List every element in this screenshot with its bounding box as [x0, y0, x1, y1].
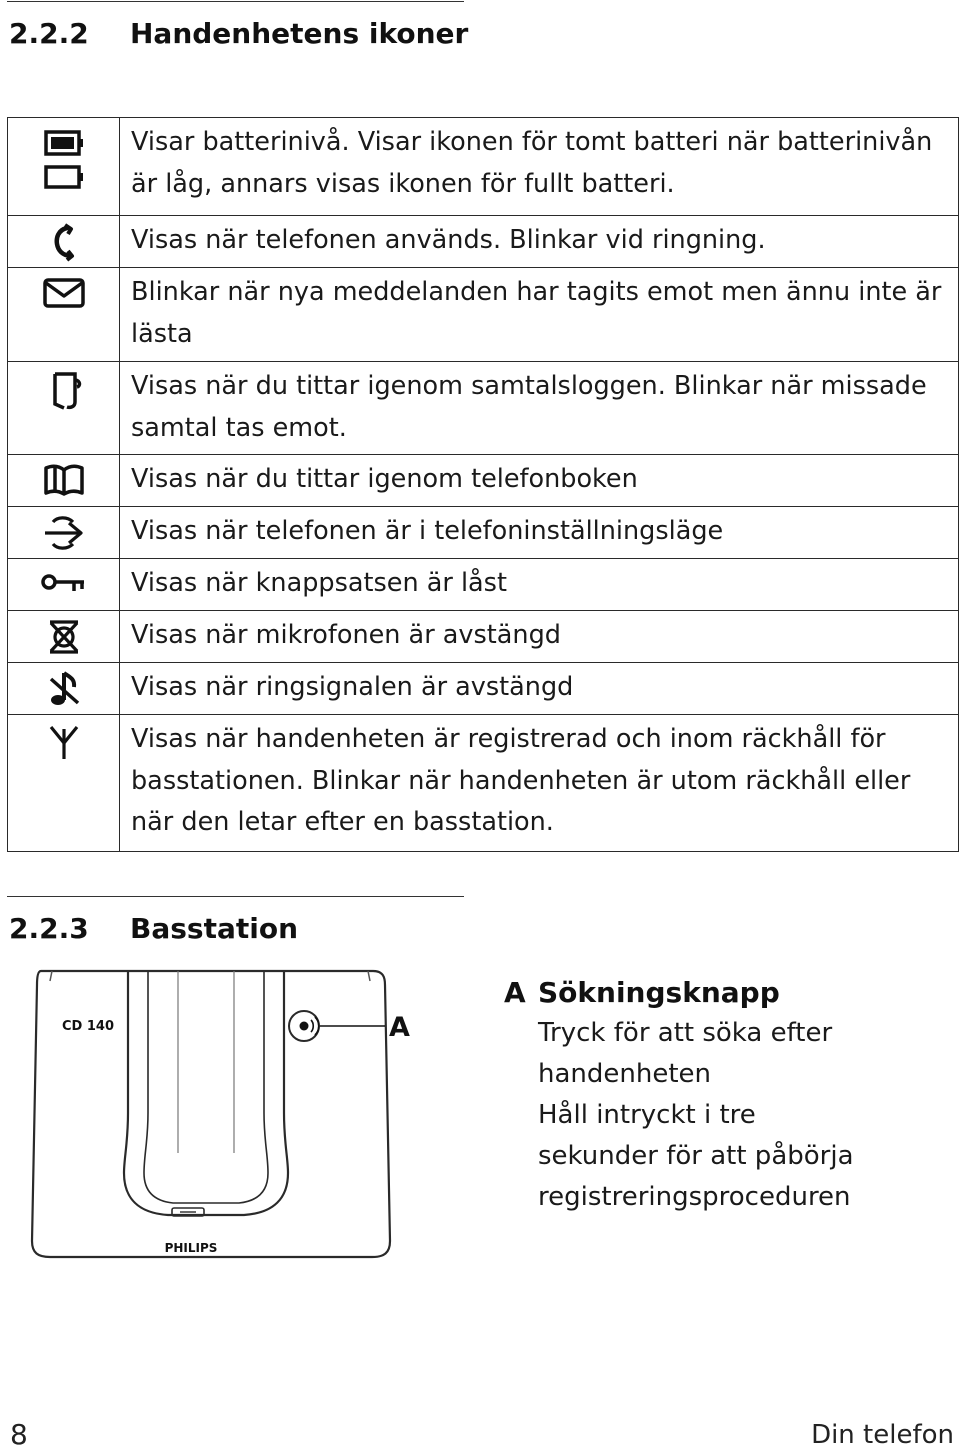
icon-table [7, 117, 959, 852]
mic-off-icon [42, 618, 86, 656]
icon-description: Visas när du tittar igenom telefonboken [120, 455, 959, 507]
table-row [8, 118, 959, 216]
callout-description [504, 973, 944, 1218]
callout-letter: A [504, 976, 526, 1009]
callout-heading-text: Sökningsknapp [538, 976, 780, 1009]
callout-label: A [389, 1012, 410, 1043]
chapter-title: Din telefon [811, 1420, 954, 1450]
icon-cell [8, 216, 120, 268]
section-title: Handenhetens ikoner [130, 17, 469, 50]
icon-description: Visas när knappsatsen är låst [120, 559, 959, 611]
icon-description: Visas när handenheten är registrerad och inom räckhåll för basstationen. Blinkar när handenheten är utom räckhåll eller när den letar efter en basstation. [120, 715, 959, 852]
icon-description: Visas när du tittar igenom samtalsloggen. Blinkar när missade samtal tas emot. [120, 362, 959, 455]
section-number: 2.2.2 [9, 17, 89, 50]
callout-line-text: Tryck för att söka efter [538, 1018, 833, 1048]
antenna-icon [46, 723, 82, 763]
icon-cell [8, 455, 120, 507]
section-rule-top [7, 1, 464, 2]
settings-arrow-icon [41, 514, 87, 552]
base-station-illustration [28, 963, 428, 1263]
icon-description: Visas när telefonen används. Blinkar vid ringning. [120, 216, 959, 268]
callout-line-text: Håll intryckt i tre [538, 1100, 756, 1130]
icon-cell [8, 663, 120, 715]
icon-cell [8, 268, 120, 362]
callout-heading [504, 973, 944, 1013]
icon-cell [8, 118, 120, 216]
icon-description: Visas när ringsignalen är avstängd [120, 663, 959, 715]
icon-description: Blinkar när nya meddelanden har tagits emot men ännu inte är lästa [120, 268, 959, 362]
icon-description: Visar batterinivå. Visar ikonen för tomt batteri när batterinivån är låg, annars visas ikonen för fullt batteri. [120, 118, 959, 216]
battery-full-icon [42, 128, 86, 158]
model-label: CD 140 [62, 1019, 114, 1034]
section-number: 2.2.3 [9, 912, 89, 945]
table-row [8, 455, 959, 507]
icon-description: Visas när telefonen är i telefoninställningsläge [120, 507, 959, 559]
section-rule [7, 896, 464, 897]
table-row [8, 216, 959, 268]
icon-cell [8, 559, 120, 611]
phonebook-icon [42, 462, 86, 498]
icon-cell [8, 507, 120, 559]
icon-description: Visas när mikrofonen är avstängd [120, 611, 959, 663]
envelope-icon [41, 276, 87, 310]
icon-cell [8, 611, 120, 663]
table-row [8, 663, 959, 715]
callout-line-text: handenheten [538, 1059, 712, 1089]
table-row [8, 362, 959, 455]
table-row [8, 715, 959, 852]
callout-line-text: registreringsproceduren [538, 1182, 851, 1212]
battery-empty-icon [42, 162, 86, 192]
phone-handset-icon [47, 222, 81, 262]
icon-cell [8, 715, 120, 852]
section-title: Basstation [130, 912, 298, 945]
ringer-off-icon [44, 669, 84, 709]
key-icon [40, 572, 88, 598]
callout-body [538, 1013, 944, 1218]
icon-cell [8, 362, 120, 455]
call-log-icon [44, 370, 84, 412]
table-row [8, 611, 959, 663]
brand-label: PHILIPS [164, 1241, 218, 1255]
table-row [8, 559, 959, 611]
table-row [8, 268, 959, 362]
page-number: 8 [10, 1418, 28, 1451]
callout-line-text: sekunder för att påbörja [538, 1141, 854, 1171]
table-row [8, 507, 959, 559]
